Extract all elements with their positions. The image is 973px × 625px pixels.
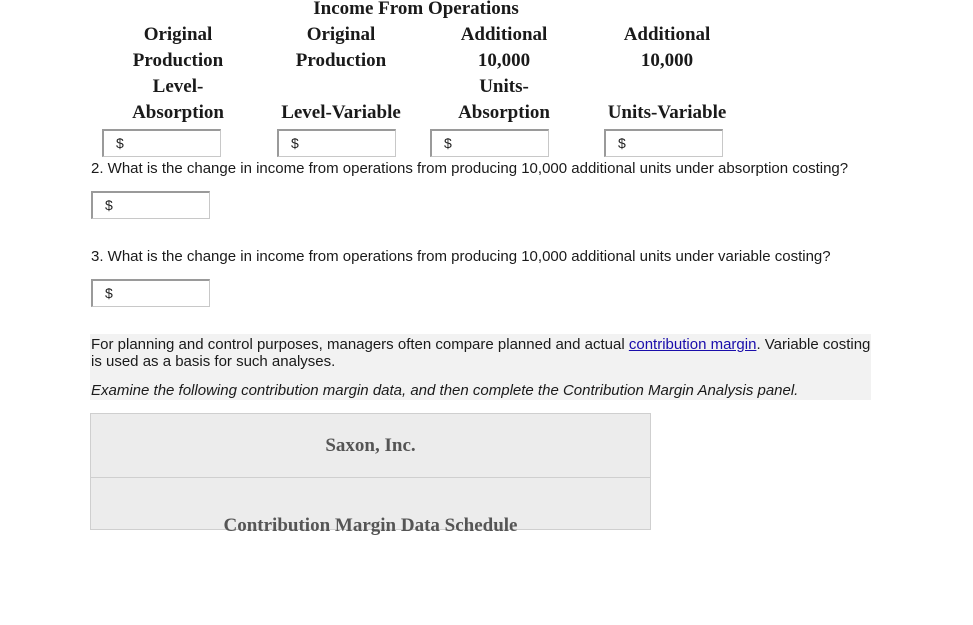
- question-2-input[interactable]: [91, 191, 210, 219]
- col-header-line: Production: [132, 50, 224, 71]
- income-from-operations-title: Income From Operations: [313, 0, 519, 19]
- col-header-line: Additional: [623, 24, 711, 45]
- col-header-line: Absorption: [458, 102, 550, 123]
- col-header-line: Level-: [152, 76, 204, 97]
- instruction-text: Examine the following contribution margin data, and then complete the Contribution Margin Analysis panel.: [91, 382, 799, 399]
- col-header-original-variable: [265, 22, 417, 126]
- col-header-line: [265, 74, 417, 100]
- col-header-line: 10,000: [477, 50, 531, 71]
- col-header-original-absorption: [102, 22, 254, 126]
- col-header-line: Production: [295, 50, 387, 71]
- dollar-prefix: $: [105, 197, 113, 213]
- schedule-company-name: Saxon, Inc.: [91, 414, 650, 478]
- col-header-additional-absorption: [428, 22, 580, 126]
- info-panel: [90, 334, 871, 400]
- schedule-title: Contribution Margin Data Schedule: [223, 515, 518, 536]
- additional-absorption-input[interactable]: [430, 129, 549, 157]
- dollar-prefix: $: [105, 285, 113, 301]
- contribution-margin-schedule: [90, 413, 651, 536]
- col-header-line: Units-Variable: [607, 102, 727, 123]
- col-header-line: Original: [143, 24, 213, 45]
- original-absorption-input[interactable]: [102, 129, 221, 157]
- info-paragraph: [91, 336, 871, 370]
- question-3-input[interactable]: [91, 279, 210, 307]
- additional-variable-input[interactable]: [604, 129, 723, 157]
- question-2-text: 2. What is the change in income from operations from producing 10,000 additional units under absorption costing?: [91, 160, 849, 177]
- col-header-line: 10,000: [640, 50, 694, 71]
- dollar-prefix: $: [618, 135, 626, 151]
- info-text-after: . Variable costing is used as a basis for such analyses.: [91, 336, 871, 370]
- col-header-line: Absorption: [132, 102, 224, 123]
- dollar-prefix: $: [444, 135, 452, 151]
- original-variable-input[interactable]: [277, 129, 396, 157]
- col-header-line: Units-: [479, 76, 529, 97]
- dollar-prefix: $: [291, 135, 299, 151]
- info-text-before: For planning and control purposes, managers often compare planned and actual: [91, 336, 629, 353]
- question-3-text: 3. What is the change in income from operations from producing 10,000 additional units under variable costing?: [91, 248, 831, 265]
- col-header-line: Original: [306, 24, 376, 45]
- contribution-margin-link[interactable]: contribution margin: [628, 336, 757, 353]
- col-header-line: Additional: [460, 24, 548, 45]
- dollar-prefix: $: [116, 135, 124, 151]
- col-header-line: Level-Variable: [281, 102, 401, 123]
- col-header-line: [591, 74, 743, 100]
- col-header-additional-variable: [591, 22, 743, 126]
